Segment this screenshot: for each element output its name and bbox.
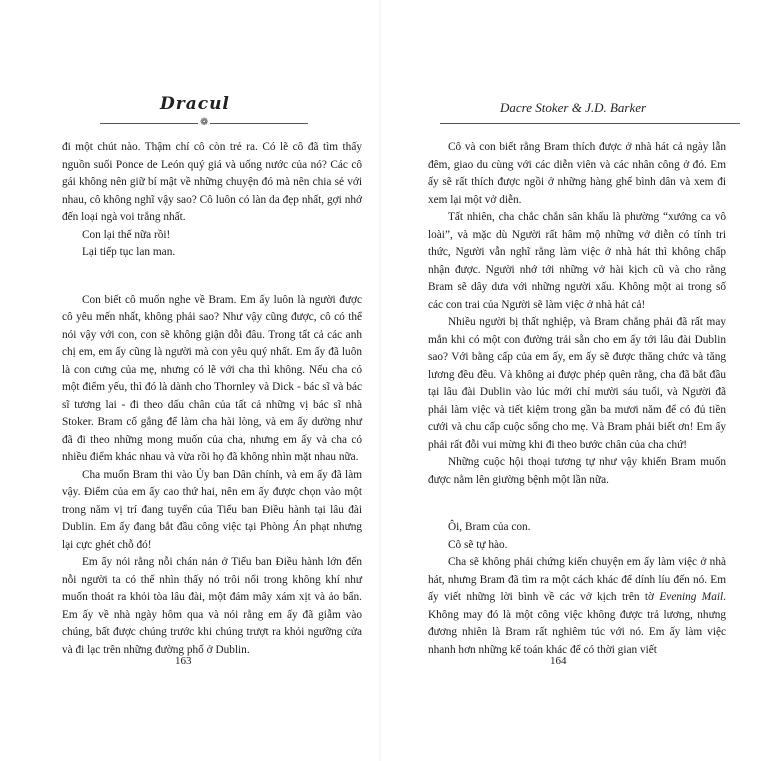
- newspaper-title: Evening Mail: [659, 591, 724, 603]
- page-number: 164: [550, 655, 567, 667]
- left-page: [0, 0, 380, 761]
- right-body-text: [428, 139, 726, 659]
- ornament-rule-left: [100, 123, 198, 124]
- paragraph: Cha muốn Bram thi vào Ủy ban Dân chính, và em ấy đã làm vậy. Điểm của em ấy cao thứ hai, nên em ấy được chọn vào một trong năm vị trí đang tuyển của Tiểu ban Điều hành tại lâu đài Dublin. Em ấy đang bắt đầu công việc tại Phòng Án phạt nhưng lại cực ghét chỗ đó!: [62, 468, 362, 551]
- header-ornament: [100, 118, 320, 128]
- paragraph: Em ấy nói rằng nỗi chán nản ở Tiểu ban Điều hành lớn đến nỗi người ta có thể nhìn thấy nó trôi nổi trong không khí như muốn thoát ra khỏi tòa lâu đài, một đám mây xám xịt và ảo bẩn. Em ấy về nhà ngày hôm qua và nói rằng em ấy đã giẫm vào chúng, bất được chúng trước khi chúng trượt ra khỏi ngưỡng cửa và đi lạc trên những đường phố ở Dublin.: [62, 556, 362, 656]
- paragraph: Con lại thế nữa rồi!: [82, 228, 171, 241]
- paragraph: Tất nhiên, cha chắc chắn sân khấu là phường “xướng ca vô loài”, và mặc dù Người rất hâm mộ những vở diễn có tính tri thức, Người vẫn nghĩ rằng làm việc ở nhà hát thì không chấp nhận được. Người nhớ tới những vở hài kịch cũ và cho rằng Bram sẽ dây dưa với những người xấu. Không một ai trong số các con trai của Người sẽ làm việc ở nhà hát cả!: [428, 211, 726, 311]
- ornament-rule-right: [210, 123, 308, 124]
- header-rule-line: [440, 123, 740, 124]
- paragraph: [428, 554, 726, 659]
- paragraph: Những cuộc hội thoại tương tự như vậy khiến Bram muốn được nằm lên giường bệnh một lần nữa.: [428, 456, 726, 486]
- left-body-text: [62, 139, 362, 659]
- flourish-icon: ❁: [200, 117, 209, 128]
- running-title-book: Dracul: [160, 94, 230, 114]
- page-number: 163: [175, 655, 192, 667]
- left-header: [60, 88, 380, 128]
- paragraph: đi một chút nào. Thậm chí cô còn trẻ ra. Có lẽ cô đã tìm thấy nguồn suối Ponce de León quý giá và uống nước của nó? Các cô gái không nên giữ bí mật về những chuyện đó mà nên chia sẻ với nhau, cô không nghĩ vậy sao? Cô luôn có làn da đẹp nhất, gợi nhớ đến loại ngà voi trắng nhất.: [62, 141, 362, 223]
- section-break: [428, 489, 726, 519]
- paragraph-text: . Không may đó là một công việc không được trả lương, nhưng đương nhiên là Bram rất nghiêm túc với nó. Em ấy làm việc nhanh hơn những kế toán khác để có thời gian viết: [428, 591, 726, 656]
- right-header: [440, 88, 740, 128]
- paragraph: Cô sẽ tự hào.: [448, 538, 508, 551]
- running-title-authors: Dacre Stoker & J.D. Barker: [500, 100, 647, 115]
- section-break: [62, 262, 362, 292]
- paragraph: Cô và con biết rằng Bram thích được ở nhà hát cả ngày lẫn đêm, giao du cùng với các diễn viên và các nhân công ở đó. Em ấy sẽ rất thích được ngồi ở những hàng ghế bình dân và xem đi xem lại một vở diễn.: [428, 141, 726, 206]
- paragraph: Lại tiếp tục lan man.: [82, 246, 176, 258]
- paragraph-text: Cha sẽ không phải chứng kiến chuyện em ấy làm việc ở nhà hát, nhưng Bram đã tìm ra một cách khác để dính líu đến nó. Em ấy viết những lời bình về các vở kịch trên tờ: [428, 556, 726, 603]
- paragraph: Ôi, Bram của con.: [448, 521, 531, 533]
- paragraph: Con biết cô muốn nghe về Bram. Em ấy luôn là người được cô yêu mến nhất, không phải sao? Như vậy cũng được, cô có thể nói vậy với con, con sẽ không giận dỗi đâu. Trong tất cả các anh chị em, em ấy cũng là người mà con yêu quý nhất. Em ấy đã luôn là con cưng của mẹ, nhưng có lẽ với cha thì không. Nếu cha có một điểm yếu, thì đó là dành cho Thornley và Dick - bác sĩ và bác sĩ tương lai - đi theo dấu chân của tất cả những vị bác sĩ nhà Stoker. Bram cố gắng để làm cha hài lòng, và em ấy dường như đã đi theo những mong muốn của cha, nhưng em ấy và cha có nhiều điểm khác nhau và vừa rồi họ đã không nhìn mặt nhau nữa.: [62, 293, 362, 463]
- right-page: [380, 0, 761, 761]
- paragraph: Nhiều người bị thất nghiệp, và Bram chẳng phải đã rất may mắn khi có một con đường trải sẵn cho em ấy tới lâu đài Dublin sao? Với bằng cấp của em ấy, em ấy sẽ được thăng chức và tăng lương đều đều. Và không ai được phép quên rằng, cha đã bắt đầu tại lâu đài Dublin vào lúc mới chỉ mười sáu tuổi, và Người đã phải làm việc và tiết kiệm trong gần ba mươi năm để có đủ tiền cưới và chu cấp cuộc sống cho mẹ. Và Bram phải biết ơn! Em ấy phải rất đỗi vui mừng khi đi theo bước chân của cha chứ!: [428, 316, 726, 451]
- header-rule: [440, 118, 740, 128]
